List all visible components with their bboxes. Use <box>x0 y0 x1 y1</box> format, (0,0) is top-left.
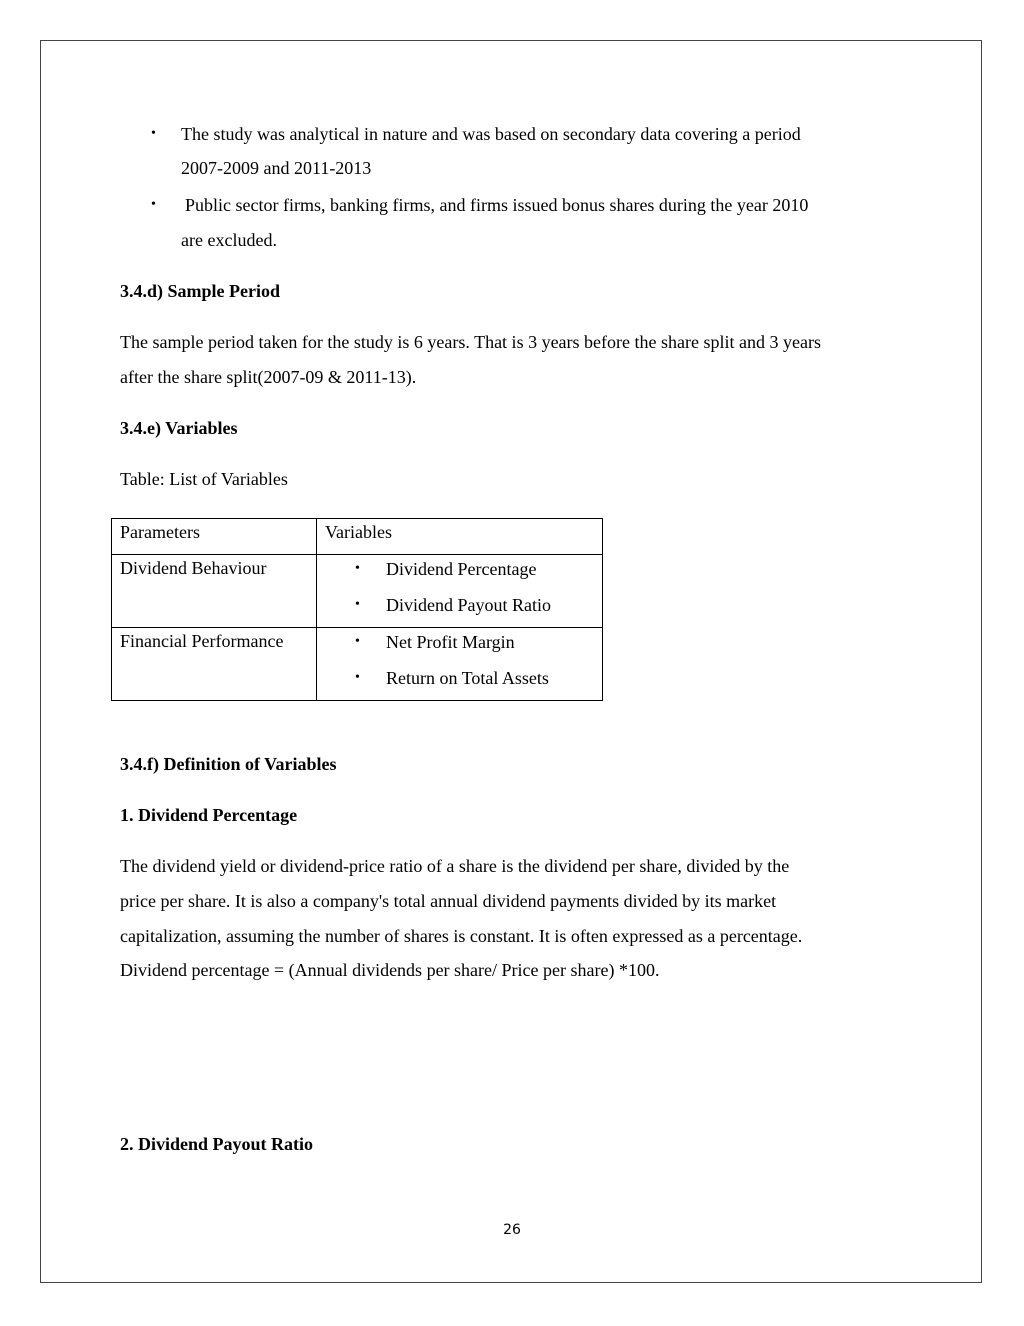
table-caption: Table: List of Variables <box>120 469 288 489</box>
subheading-dividend-percentage: 1. Dividend Percentage <box>120 805 298 825</box>
bullet-icon: • <box>151 126 156 141</box>
table-cell-parameter <box>112 628 317 701</box>
bullet-icon: • <box>355 561 360 576</box>
section-heading-variables: 3.4.e) Variables <box>120 418 238 438</box>
section-heading-sample-period: 3.4.d) Sample Period <box>120 281 280 301</box>
bullet-icon: • <box>151 197 156 212</box>
variable-label: Net Profit Margin <box>386 632 515 652</box>
table-header-cell <box>112 519 317 555</box>
subheading-dividend-payout-ratio: 2. Dividend Payout Ratio <box>120 1134 314 1154</box>
table-row <box>112 628 603 701</box>
table-cell-variables <box>317 555 603 628</box>
header-parameters: Parameters <box>120 522 200 542</box>
parameter-label: Dividend Behaviour <box>120 558 267 578</box>
header-variables: Variables <box>325 522 392 542</box>
bullet-text-line: Public sector firms, banking firms, and firms issued bonus shares during the year 2010 <box>185 195 809 215</box>
bullet-text-line: The study was analytical in nature and was based on secondary data covering a period <box>181 124 801 144</box>
variable-label: Return on Total Assets <box>386 668 549 688</box>
bullet-text-line: 2007-2009 and 2011-2013 <box>181 158 372 178</box>
table-row <box>112 555 603 628</box>
bullet-icon: • <box>355 670 360 685</box>
table-header-cell <box>317 519 603 555</box>
variable-label: Dividend Payout Ratio <box>386 595 551 615</box>
table-cell-parameter <box>112 555 317 628</box>
bullet-text-line: are excluded. <box>181 230 277 250</box>
table-header-row <box>112 519 603 555</box>
variable-label: Dividend Percentage <box>386 559 537 579</box>
parameter-label: Financial Performance <box>120 631 284 651</box>
page-number: 26 <box>503 1222 521 1238</box>
bullet-icon: • <box>355 597 360 612</box>
bullet-icon: • <box>355 634 360 649</box>
formula-line: Dividend percentage = (Annual dividends per share/ Price per share) *100. <box>120 960 660 980</box>
paragraph-line: The sample period taken for the study is 6 years. That is 3 years before the share split and 3 years <box>120 332 821 352</box>
paragraph-line: after the share split(2007-09 & 2011-13). <box>120 367 417 387</box>
section-heading-definitions: 3.4.f) Definition of Variables <box>120 754 337 774</box>
variables-table <box>111 518 603 701</box>
paragraph-line: The dividend yield or dividend-price ratio of a share is the dividend per share, divided by the <box>120 856 790 876</box>
table-cell-variables <box>317 628 603 701</box>
paragraph-line: capitalization, assuming the number of shares is constant. It is often expressed as a percentage. <box>120 926 803 946</box>
paragraph-line: price per share. It is also a company's total annual dividend payments divided by its market <box>120 891 777 911</box>
